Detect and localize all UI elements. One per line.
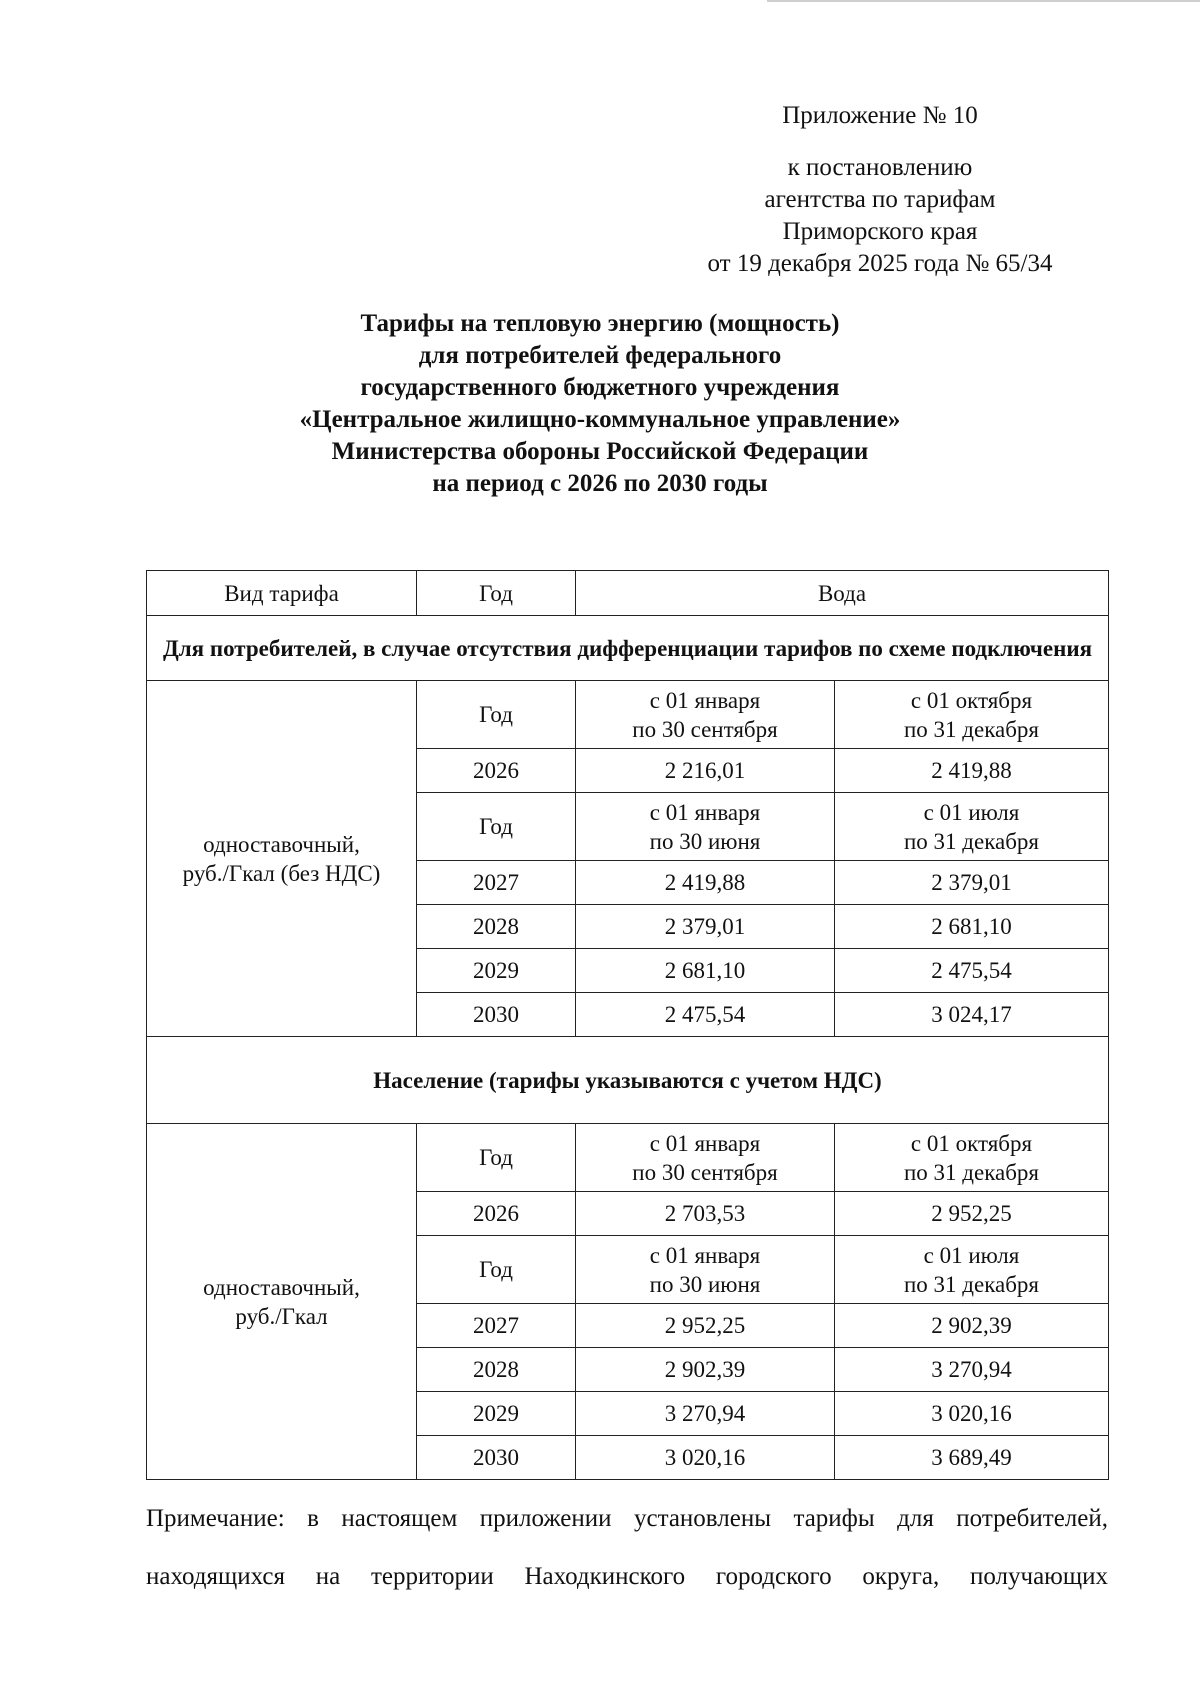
- period-cell: [835, 1236, 1109, 1304]
- tariff-type-line: руб./Гкал: [235, 1303, 328, 1329]
- tariff-value-cell: 3 020,16: [576, 1436, 835, 1480]
- section-heading-row: [147, 1037, 1109, 1124]
- period-line: по 31 декабря: [903, 716, 1040, 742]
- appendix-number: Приложение № 10: [782, 102, 978, 129]
- period-line: по 30 сентября: [632, 1159, 778, 1185]
- year-cell: 2027: [417, 1304, 576, 1348]
- tariff-value-cell: 2 681,10: [576, 949, 835, 993]
- period-line: с 01 июля: [923, 1242, 1020, 1268]
- year-cell: 2028: [417, 1348, 576, 1392]
- title-line: на период с 2026 по 2030 годы: [432, 470, 768, 497]
- period-line: с 01 января: [649, 687, 761, 713]
- appendix-ref-line: к постановлению: [787, 154, 973, 181]
- period-line: с 01 января: [649, 1130, 761, 1156]
- header-water: Вода: [576, 571, 1109, 616]
- tariff-value-cell: 3 689,49: [835, 1436, 1109, 1480]
- period-cell: [576, 1236, 835, 1304]
- tariff-value-cell: 2 703,53: [576, 1192, 835, 1236]
- header-tariff-type: Вид тарифа: [147, 571, 417, 616]
- year-cell: 2027: [417, 861, 576, 905]
- period-header-row: [147, 1124, 1109, 1192]
- period-cell: [576, 1124, 835, 1192]
- title-line: государственного бюджетного учреждения: [360, 374, 840, 401]
- appendix-ref-line: агентства по тарифам: [764, 186, 996, 213]
- tariff-value-cell: 2 902,39: [835, 1304, 1109, 1348]
- title-line: для потребителей федерального: [418, 342, 782, 369]
- tariff-value-cell: 2 902,39: [576, 1348, 835, 1392]
- year-cell: 2026: [417, 749, 576, 793]
- tariff-type-line: руб./Гкал (без НДС): [182, 860, 381, 886]
- period-cell: [576, 793, 835, 861]
- year-label-cell: Год: [417, 681, 576, 749]
- period-line: по 31 декабря: [903, 828, 1040, 854]
- year-cell: 2030: [417, 1436, 576, 1480]
- title-line: «Центральное жилищно-коммунальное управление»: [299, 406, 901, 433]
- period-cell: [835, 793, 1109, 861]
- year-label-cell: Год: [417, 1236, 576, 1304]
- document-title: [130, 308, 1070, 500]
- tariff-type-line: одноставочный,: [203, 1274, 360, 1300]
- period-cell: [835, 681, 1109, 749]
- year-cell: 2029: [417, 1392, 576, 1436]
- year-cell: 2028: [417, 905, 576, 949]
- tariff-type-cell: [147, 1124, 417, 1480]
- period-line: по 30 июня: [649, 828, 761, 854]
- year-cell: 2030: [417, 993, 576, 1037]
- section-heading-row: [147, 616, 1109, 681]
- year-cell: 2026: [417, 1192, 576, 1236]
- tariff-value-cell: 2 475,54: [576, 993, 835, 1037]
- tariff-value-cell: 2 216,01: [576, 749, 835, 793]
- tariff-value-cell: 2 475,54: [835, 949, 1109, 993]
- tariff-value-cell: 3 270,94: [576, 1392, 835, 1436]
- scan-edge-line: [767, 0, 1200, 2]
- period-line: по 30 июня: [649, 1271, 761, 1297]
- header-year: Год: [417, 571, 576, 616]
- year-cell: 2029: [417, 949, 576, 993]
- tariff-value-cell: 2 952,25: [576, 1304, 835, 1348]
- tariff-value-cell: 3 020,16: [835, 1392, 1109, 1436]
- period-line: с 01 января: [649, 799, 761, 825]
- period-header-row: [147, 681, 1109, 749]
- period-line: по 31 декабря: [903, 1271, 1040, 1297]
- tariff-type-line: одноставочный,: [203, 831, 360, 857]
- period-line: по 30 сентября: [632, 716, 778, 742]
- period-cell: [576, 681, 835, 749]
- period-line: с 01 января: [649, 1242, 761, 1268]
- table-header-row: [147, 571, 1109, 616]
- section-heading: Население (тарифы указываются с учетом НДС): [147, 1037, 1109, 1124]
- tariff-value-cell: 3 270,94: [835, 1348, 1109, 1392]
- tariff-value-cell: 2 681,10: [835, 905, 1109, 949]
- tariff-value-cell: 2 952,25: [835, 1192, 1109, 1236]
- tariff-value-cell: 2 419,88: [835, 749, 1109, 793]
- tariff-value-cell: 2 419,88: [576, 861, 835, 905]
- tariff-value-cell: 2 379,01: [576, 905, 835, 949]
- section-heading: Для потребителей, в случае отсутствия дифференциации тарифов по схеме подключения: [147, 616, 1109, 681]
- year-label-cell: Год: [417, 1124, 576, 1192]
- title-line: Тарифы на тепловую энергию (мощность): [360, 310, 840, 337]
- period-line: с 01 июля: [923, 799, 1020, 825]
- period-line: с 01 октября: [910, 1130, 1033, 1156]
- year-label-cell: Год: [417, 793, 576, 861]
- period-cell: [835, 1124, 1109, 1192]
- appendix-reference: [640, 152, 1120, 280]
- period-line: по 31 декабря: [903, 1159, 1040, 1185]
- tariff-type-cell: [147, 681, 417, 1037]
- appendix-ref-line: Приморского края: [782, 218, 978, 245]
- tariff-value-cell: 3 024,17: [835, 993, 1109, 1037]
- tariff-value-cell: 2 379,01: [835, 861, 1109, 905]
- tariff-table: [146, 570, 1109, 1480]
- title-line: Министерства обороны Российской Федерации: [331, 438, 869, 465]
- appendix-ref-line: от 19 декабря 2025 года № 65/34: [707, 250, 1053, 277]
- period-line: с 01 октября: [910, 687, 1033, 713]
- footnote: Примечание: в настоящем приложении установлены тарифы для потребителей, находящихся на территории Находкинского городского округа, получающих: [146, 1505, 1108, 1590]
